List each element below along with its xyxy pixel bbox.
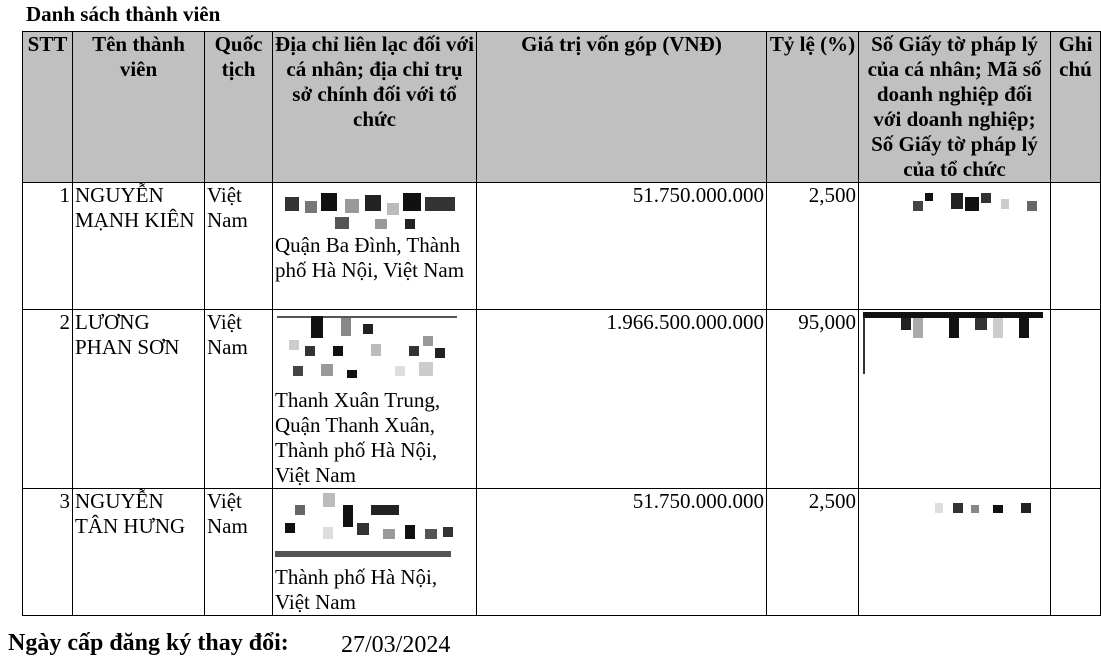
cell-capital: 1.966.500.000.000 — [477, 310, 767, 489]
col-header-address: Địa chỉ liên lạc đối với cá nhân; địa chỉ trụ sở chính đối với tổ chức — [273, 32, 477, 183]
table-row — [23, 489, 1101, 616]
cell-legal-doc — [859, 489, 1051, 616]
col-header-nationality: Quốc tịch — [205, 32, 273, 183]
cell-address — [273, 183, 477, 310]
cell-nationality: Việt Nam — [205, 310, 273, 489]
cell-legal-doc — [859, 310, 1051, 489]
redacted-address-block — [275, 183, 461, 233]
cell-address — [273, 310, 477, 489]
address-visible: Thanh Xuân Trung, Quận Thanh Xuân, Thành phố Hà Nội, Việt Nam — [275, 388, 441, 487]
table-header-row — [23, 32, 1101, 183]
change-date-value: 27/03/2024 — [341, 632, 451, 658]
address-visible: Thành phố Hà Nội, Việt Nam — [275, 565, 438, 614]
address-visible: Quận Ba Đình, Thành phố Hà Nội, Việt Nam — [275, 233, 465, 282]
cell-ratio: 2,500 — [767, 489, 859, 616]
cell-nationality: Việt Nam — [205, 489, 273, 616]
redacted-legal-doc — [861, 310, 1047, 374]
cell-stt: 3 — [23, 489, 73, 616]
redacted-legal-doc — [861, 489, 1047, 525]
redacted-legal-doc — [861, 183, 1047, 223]
cell-legal-doc — [859, 183, 1051, 310]
redacted-address-block — [275, 310, 461, 388]
cell-capital: 51.750.000.000 — [477, 183, 767, 310]
cell-name: NGUYỄN MẠNH KIÊN — [73, 183, 205, 310]
cell-name: LƯƠNG PHAN SƠN — [73, 310, 205, 489]
col-header-stt: STT — [23, 32, 73, 183]
cell-name: NGUYỄN TÂN HƯNG — [73, 489, 205, 616]
cell-capital: 51.750.000.000 — [477, 489, 767, 616]
cell-note — [1051, 489, 1101, 616]
cell-ratio: 2,500 — [767, 183, 859, 310]
cell-stt: 2 — [23, 310, 73, 489]
cell-note — [1051, 310, 1101, 489]
table-row — [23, 310, 1101, 489]
section-title: Danh sách thành viên — [26, 2, 221, 26]
cell-note — [1051, 183, 1101, 310]
col-header-note: Ghi chú — [1051, 32, 1101, 183]
cell-nationality: Việt Nam — [205, 183, 273, 310]
col-header-legal-doc: Số Giấy tờ pháp lý của cá nhân; Mã số doanh nghiệp đối với doanh nghiệp; Số Giấy tờ pháp lý của tổ chức — [859, 32, 1051, 183]
cell-address — [273, 489, 477, 616]
cell-stt: 1 — [23, 183, 73, 310]
col-header-capital: Giá trị vốn góp (VNĐ) — [477, 32, 767, 183]
cell-ratio: 95,000 — [767, 310, 859, 489]
col-header-ratio: Tỷ lệ (%) — [767, 32, 859, 183]
table-row — [23, 183, 1101, 310]
change-date-label: Ngày cấp đăng ký thay đổi: — [8, 630, 289, 656]
members-table — [22, 31, 1101, 616]
redacted-address-block — [275, 489, 461, 565]
col-header-name: Tên thành viên — [73, 32, 205, 183]
